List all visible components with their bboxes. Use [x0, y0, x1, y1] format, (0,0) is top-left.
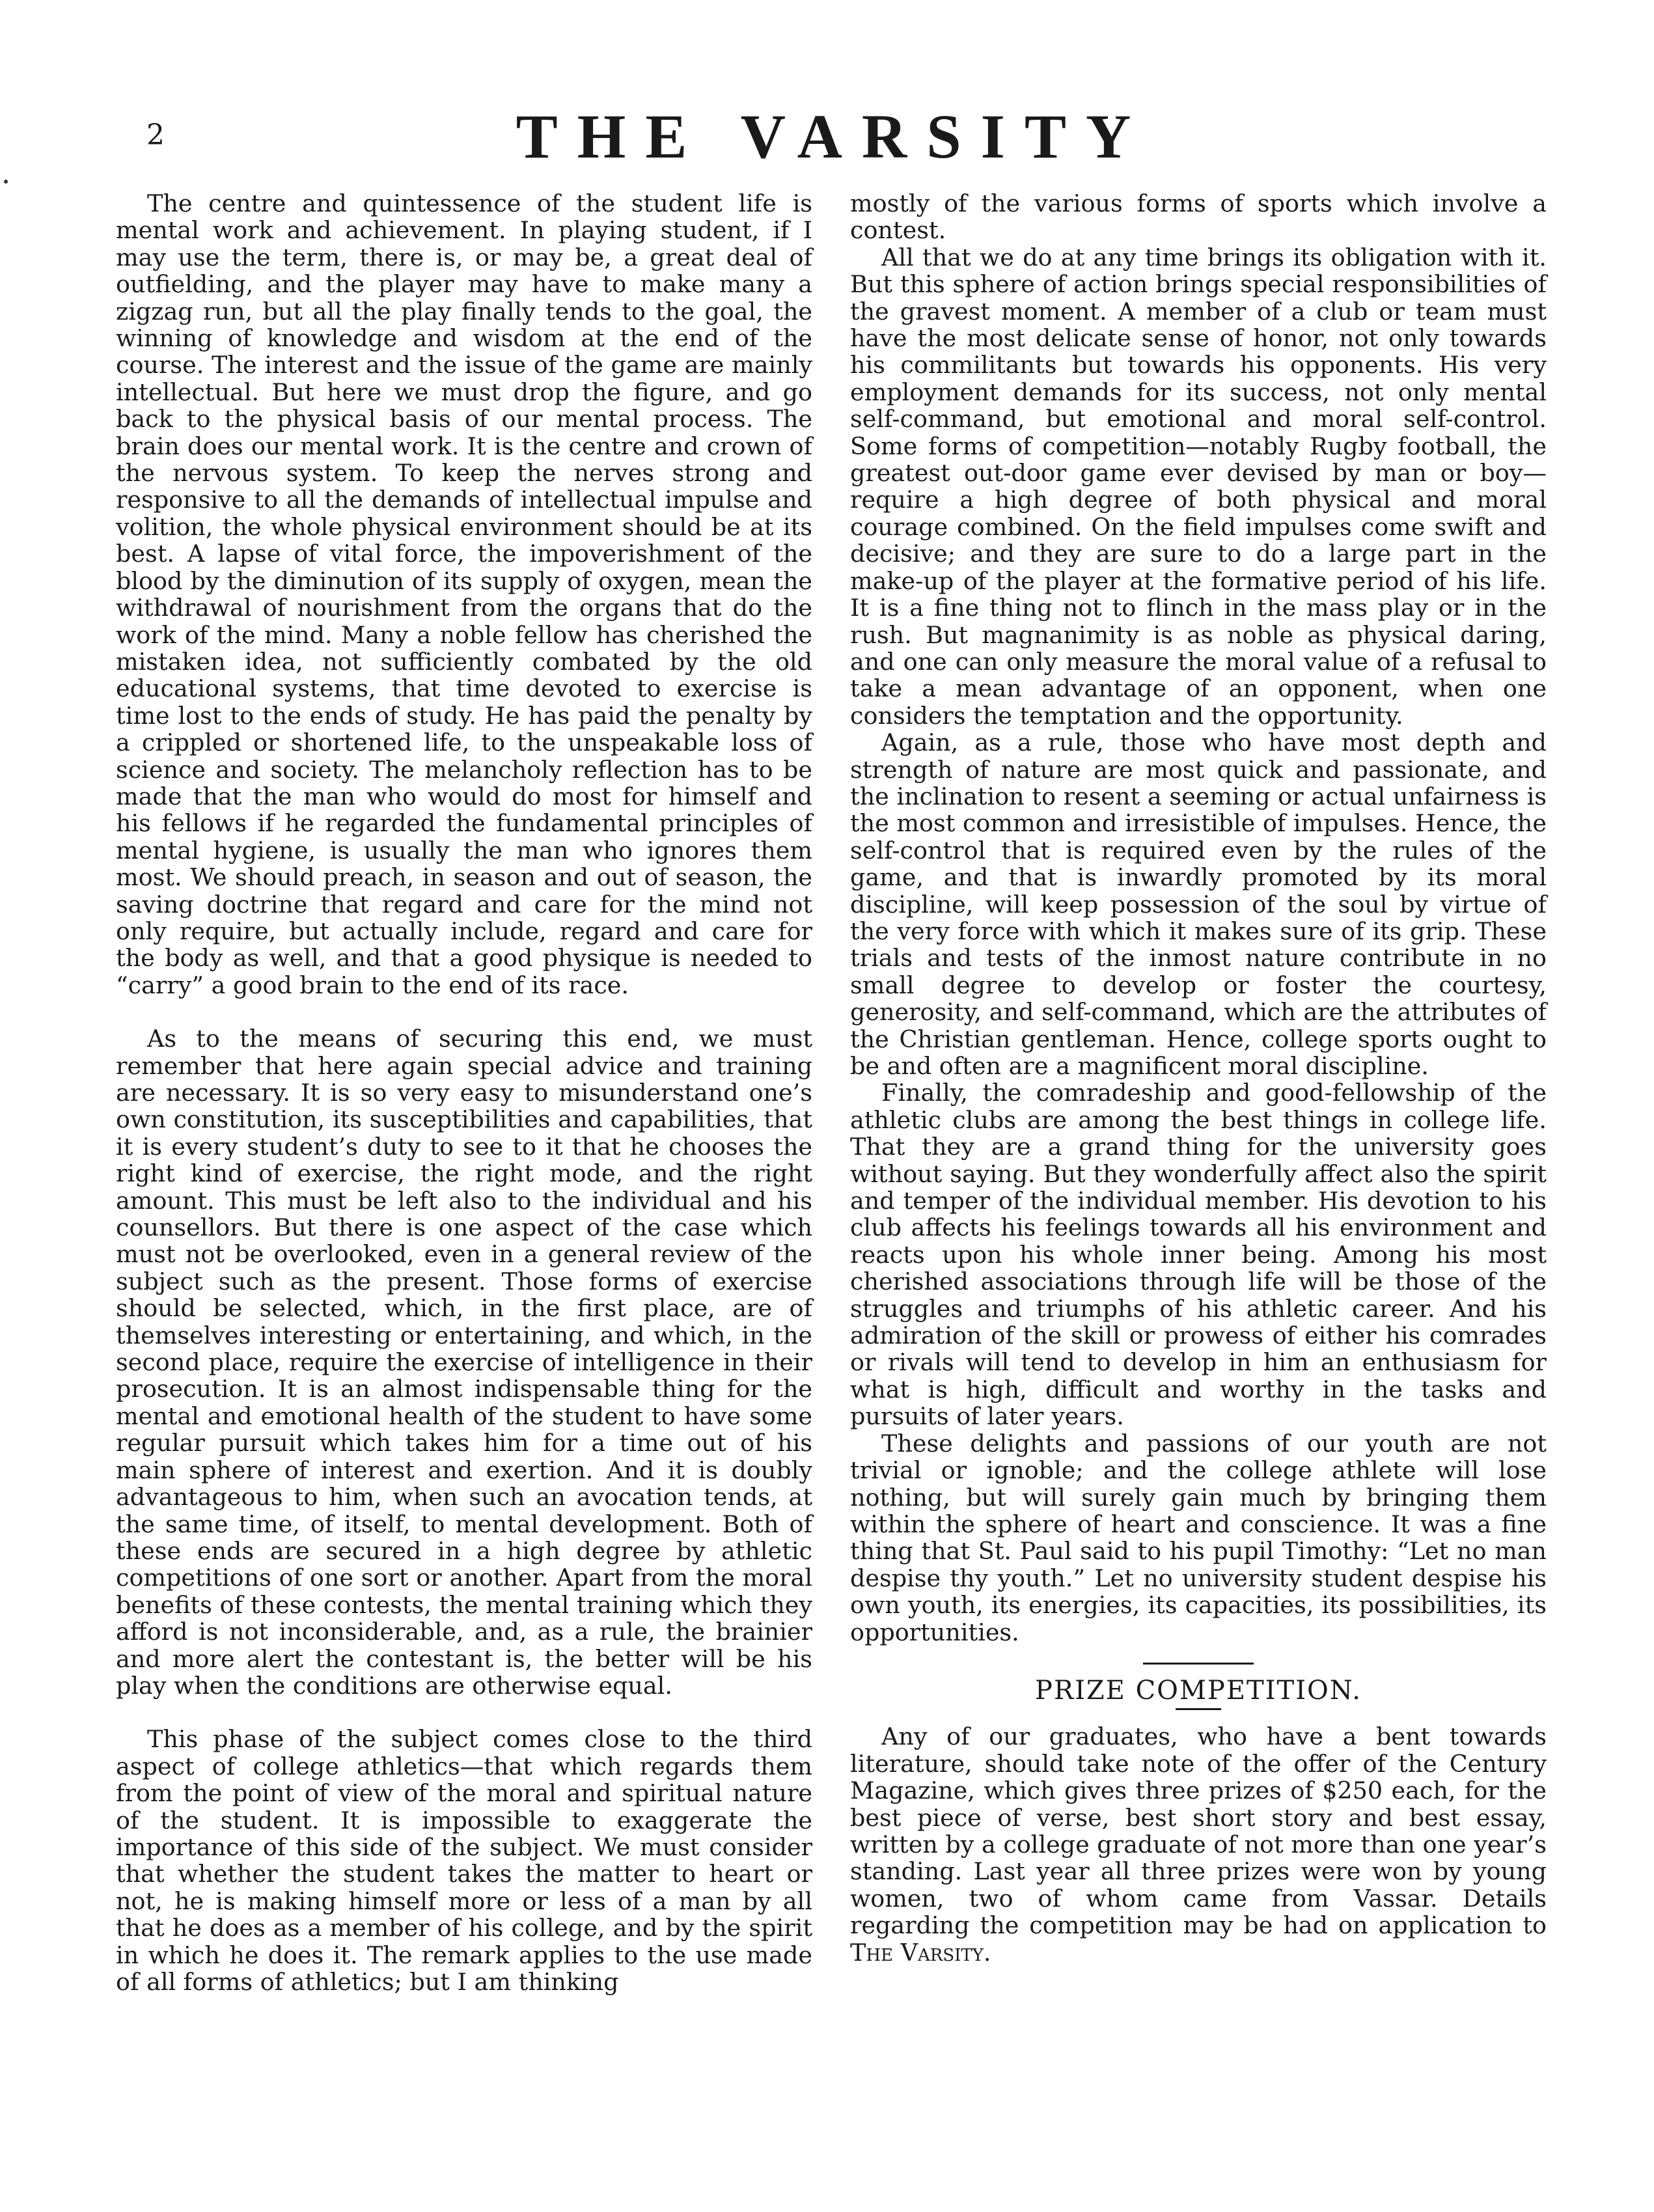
section-divider: [1143, 1663, 1254, 1665]
page-number: 2: [146, 118, 165, 152]
page-header: [0, 98, 1654, 176]
left-column: [116, 190, 812, 1995]
paragraph-comradeship: Finally, the comradeship and good-fellowship of the athletic clubs are among the best things in college life. That they are a grand thing for the university goes without saying. But they wonderfully affect also the spirit and temper of the individual member. His devotion to his club affects his feelings towards all his environment and reacts upon his whole inner being. Among his most cherished associations through life will be those of the struggles and triumphs of his athletic career. And his admiration of the skill or prowess of either his comrades or rivals will tend to develop in him an enthusiasm for what is high, difficult and worthy in the tasks and pursuits of later years.: [850, 1079, 1547, 1431]
heading-underline: [1176, 1708, 1221, 1710]
paragraph-moral-aspect: This phase of the subject comes close to the third aspect of college athletics—that which regards them from the point of view of the moral and spiritual nature of the student. It is impossible to exaggerate the importance of this side of the subject. We must consider that whether the student takes the matter to heart or not, he is making himself more or less of a man by all that he does as a member of his college, and by the spirit in which he does it. The remark applies to the use made of all forms of athletics; but I am thinking: [116, 1725, 812, 1996]
paragraph-obligation: All that we do at any time brings its obligation with it. But this sphere of action brings special responsibilities of the gravest moment. A member of a club or team must have the most delicate sense of honor, not only towards his commilitants but towards his opponents. His very employment demands for its success, not only mental self-command, but emotional and moral self-control. Some forms of competition—notably Rugby football, the greatest out-door game ever devised by man or boy—require a high degree of both physical and moral courage combined. On the field impulses come swift and decisive; and they are sure to do a large part in the make-up of the player at the formative period of his life. It is a fine thing not to flinch in the mass play or in the rush. But magnanimity is as noble as physical daring, and one can only measure the moral value of a refusal to take a mean advantage of an opponent, when one considers the temptation and the opportunity.: [850, 243, 1547, 730]
prize-body-end: .: [983, 1938, 991, 1967]
prize-competition-heading: PRIZE COMPETITION.: [1035, 1675, 1362, 1706]
prize-competition-body: [850, 1723, 1547, 1966]
paragraph-self-control: Again, as a rule, those who have most depth and strength of nature are most quick and passionate, and the inclination to resent a seeming or actual unfairness is the most common and irresistible of impulses. Hence, the self-control that is required even by the rules of the game, and that is inwardly promoted by its moral discipline, will keep possession of the soul by virtue of the very force with which it makes sure of its grip. These trials and tests of the inmost nature contribute in no small degree to develop or foster the courtesy, generosity, and self-command, which are the attributes of the Christian gentleman. Hence, college sports ought to be and often are a magnificent moral discipline.: [850, 728, 1547, 1080]
varsity-name: The Varsity: [850, 1938, 984, 1967]
paragraph-continuation: mostly of the various forms of sports which involve a contest.: [850, 189, 1547, 245]
paragraph-means: As to the means of securing this end, we must remember that here again special advice and training are necessary. It is so very easy to misunderstand one’s own constitution, its susceptibilities and capabilities, that it is every student’s duty to see to it that he chooses the right kind of exercise, the right mode, and the right amount. This must be left also to the individual and his counsellors. But there is one aspect of the case which must not be overlooked, even in a general review of the subject such as the present. Those forms of exercise should be selected, which, in the first place, are of themselves interesting or entertaining, and which, in the second place, require the exercise of intelligence in their prosecution. It is an almost indispensable thing for the mental and emotional health of the student to have some regular pursuit which takes him for a time out of his main sphere of interest and exertion. And it is doubly advantageous to him, when such an avocation tends, at the same time, of itself, to mental development. Both of these ends are secured in a high degree by athletic competitions of one sort or another. Apart from the moral benefits of these contests, the mental training which they afford is not inconsiderable, and, as a rule, the brainier and more alert the contestant is, the better will be his play when the conditions are otherwise equal.: [116, 1025, 812, 1700]
right-column: [850, 190, 1547, 1966]
paragraph-mental-work: The centre and quintessence of the student life is mental work and achievement. In playing student, if I may use the term, there is, or may be, a great deal of outfielding, and the player may have to make many a zigzag run, but all the play finally tends to the goal, the winning of knowledge and wisdom at the end of the course. The interest and the issue of the game are mainly intellectual. But here we must drop the figure, and go back to the physical basis of our mental process. The brain does our mental work. It is the centre and crown of the nervous system. To keep the nerves strong and responsive to all the demands of intellectual impulse and volition, the whole physical environment should be at its best. A lapse of vital force, the impoverishment of the blood by the diminution of its supply of oxygen, mean the withdrawal of nourishment from the organs that do the work of the mind. Many a noble fellow has cherished the mistaken idea, not sufficiently combated by the old educational systems, that time devoted to exercise is time lost to the ends of study. He has paid the penalty by a crippled or shortened life, to the unspeakable loss of science and society. The melancholy reflection has to be made that the man who would do most for himself and his fellows if he regarded the fundamental principles of mental hygiene, is usually the man who ignores them most. We should preach, in season and out of season, the saving doctrine that regard and care for the mind not only require, but actually include, regard and care for the body as well, and that a good physique is needed to “carry” a good brain to the end of its race.: [116, 189, 812, 999]
paragraph-youth: These delights and passions of our youth are not trivial or ignoble; and the college athlete will lose nothing, but will surely gain much by bringing them within the sphere of heart and conscience. It was a fine thing that St. Paul said to his pupil Timothy: “Let no man despise thy youth.” Let no university student despise his own youth, its energies, its capacities, its possibilities, its opportunities.: [850, 1429, 1547, 1646]
margin-speck: [4, 180, 8, 184]
prize-body-text: Any of our graduates, who have a bent towards literature, should take note of the offer of the Century Magazine, which gives three prizes of $250 each, for the best piece of verse, best short story and best essay, written by a college graduate of not more than one year’s standing. Last year all three prizes were won by young women, two of whom came from Vassar. Details regarding the competition may be had on application to: [850, 1722, 1547, 1940]
masthead-title: THE VARSITY: [516, 102, 1151, 171]
